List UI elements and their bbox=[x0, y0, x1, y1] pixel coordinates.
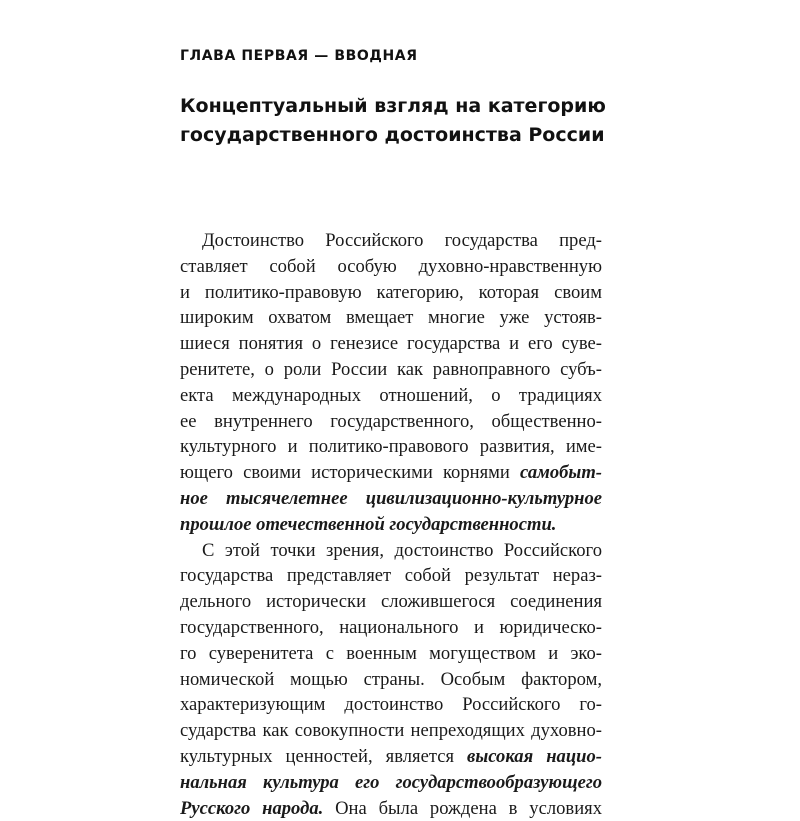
section-title bbox=[180, 92, 620, 150]
section-title-line-1: Концептуальный взгляд на категорию bbox=[180, 95, 606, 117]
chapter-heading: ГЛАВА ПЕРВАЯ — ВВОДНАЯ bbox=[180, 48, 418, 64]
emphasized-text: прошлое отечественной государственности. bbox=[180, 513, 557, 535]
body-text bbox=[180, 228, 602, 821]
text-line: широким охватом вмещает многие уже устояв- bbox=[180, 307, 602, 329]
text-line: культурного и политико-правового развития, име- bbox=[180, 436, 602, 458]
paragraph-1 bbox=[180, 228, 602, 538]
text-line bbox=[180, 460, 602, 486]
emphasized-text: самобыт- bbox=[520, 462, 602, 484]
section-title-line-2: государственного достоинства России bbox=[180, 124, 605, 146]
emphasized-text: Русского народа. bbox=[180, 797, 324, 819]
text-fragment: культурных ценностей, является bbox=[180, 745, 468, 767]
text-line: сударства как совокупности непреходящих духовно- bbox=[180, 720, 602, 742]
text-line bbox=[180, 512, 602, 538]
text-line: екта международных отношений, о традициях bbox=[180, 384, 602, 406]
text-line bbox=[180, 770, 602, 796]
text-line bbox=[180, 744, 602, 770]
text-line: С этой точки зрения, достоинство Российского bbox=[202, 539, 602, 561]
text-line: дельного исторически сложившегося соединения bbox=[180, 591, 602, 613]
text-line bbox=[180, 796, 602, 821]
text-line: Достоинство Российского государства пред- bbox=[202, 230, 602, 251]
paragraph-2 bbox=[180, 538, 602, 821]
text-line: государственного, национального и юридическо- bbox=[180, 616, 602, 638]
text-fragment: Она была рождена в условиях bbox=[323, 797, 602, 819]
text-line: характеризующим достоинство Российского го- bbox=[180, 694, 602, 716]
emphasized-text: нальная культура его государствообразующего bbox=[180, 771, 602, 793]
text-line: номической мощью страны. Особым фактором, bbox=[180, 668, 602, 690]
text-line: и политико-правовую категорию, которая своим bbox=[180, 281, 602, 303]
text-fragment: ющего своими историческими корнями bbox=[180, 462, 521, 484]
text-line: ее внутреннего государственного, общественно- bbox=[180, 410, 602, 432]
text-line bbox=[180, 486, 602, 512]
text-line: государства представляет собой результат нераз- bbox=[180, 565, 602, 587]
emphasized-text: высокая нацио- bbox=[467, 745, 602, 767]
text-line: шиеся понятия о генезисе государства и его суве- bbox=[180, 333, 602, 355]
text-line: ренитете, о роли России как равноправного субъ- bbox=[180, 358, 602, 380]
text-line: го суверенитета с военным могуществом и эко- bbox=[180, 642, 602, 664]
emphasized-text: ное тысячелетнее цивилизационно-культурное bbox=[180, 487, 602, 509]
text-line: ставляет собой особую духовно-нравственную bbox=[180, 255, 602, 277]
